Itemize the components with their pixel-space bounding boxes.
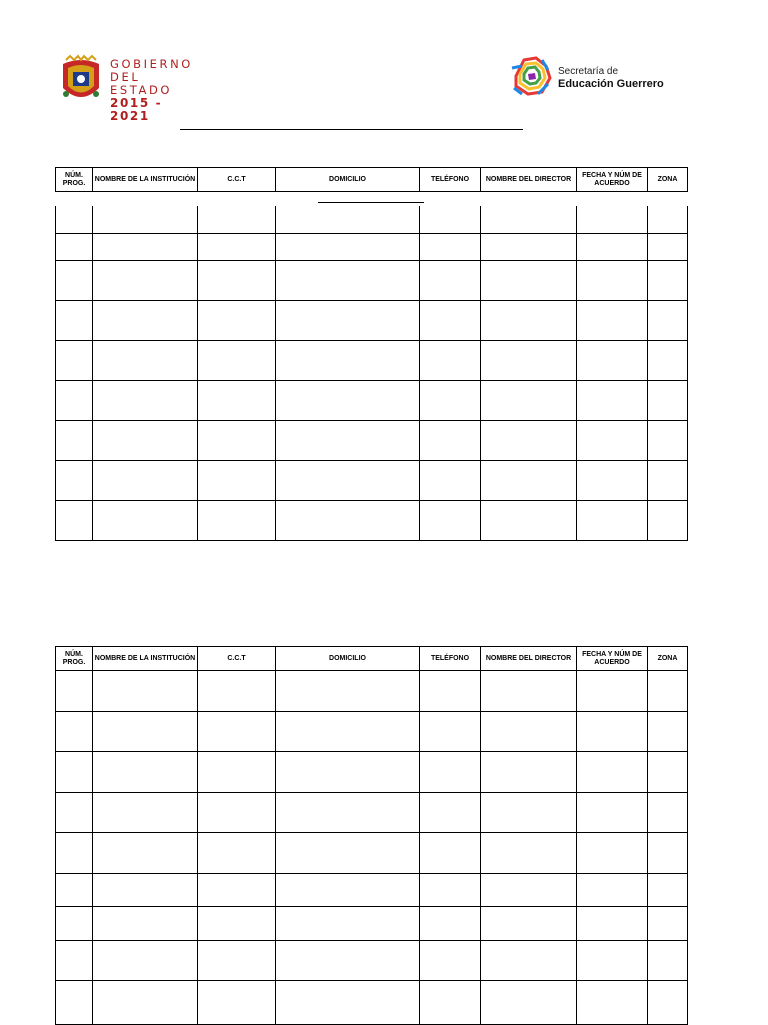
cell-domicilio (276, 420, 420, 460)
cell-institucion (93, 670, 198, 711)
cell-telefono (420, 873, 481, 906)
cell-institucion (93, 832, 198, 873)
cell-domicilio (276, 260, 420, 300)
table-row (56, 873, 688, 906)
cell-acuerdo (577, 751, 648, 792)
table-2-header (55, 646, 688, 671)
cell-zona (648, 711, 688, 751)
cell-domicilio (276, 206, 420, 233)
cell-num-prog (56, 670, 93, 711)
table-row (56, 751, 688, 792)
cell-telefono (420, 300, 481, 340)
cell-cct (198, 832, 276, 873)
table-1-header (55, 167, 688, 192)
cell-institucion (93, 260, 198, 300)
cell-director (481, 206, 577, 233)
cell-cct (198, 300, 276, 340)
col-header-domicilio: DOMICILIO (276, 647, 420, 671)
cell-telefono (420, 940, 481, 980)
cell-num-prog (56, 380, 93, 420)
cell-zona (648, 670, 688, 711)
col-header-num-prog: NÚM. PROG. (56, 168, 93, 192)
cell-institucion (93, 420, 198, 460)
cell-cct (198, 500, 276, 540)
table-row (56, 500, 688, 540)
seg-text (558, 66, 664, 90)
state-seal-icon (60, 54, 102, 106)
cell-telefono (420, 340, 481, 380)
cell-num-prog (56, 260, 93, 300)
cell-acuerdo (577, 873, 648, 906)
gobierno-text (110, 58, 198, 123)
cell-director (481, 832, 577, 873)
cell-num-prog (56, 340, 93, 380)
cell-num-prog (56, 420, 93, 460)
col-header-telefono: TELÉFONO (420, 647, 481, 671)
cell-cct (198, 906, 276, 940)
cell-num-prog (56, 711, 93, 751)
cell-institucion (93, 380, 198, 420)
table-2-body (55, 670, 688, 1025)
cell-telefono (420, 500, 481, 540)
cell-cct (198, 980, 276, 1024)
cell-zona (648, 873, 688, 906)
cell-domicilio (276, 233, 420, 260)
cell-zona (648, 420, 688, 460)
cell-cct (198, 380, 276, 420)
cell-telefono (420, 460, 481, 500)
col-header-telefono: TELÉFONO (420, 168, 481, 192)
cell-domicilio (276, 500, 420, 540)
cell-num-prog (56, 300, 93, 340)
cell-zona (648, 832, 688, 873)
table-row (56, 233, 688, 260)
cell-num-prog (56, 233, 93, 260)
cell-director (481, 340, 577, 380)
cell-acuerdo (577, 260, 648, 300)
cell-institucion (93, 300, 198, 340)
cell-acuerdo (577, 670, 648, 711)
gobierno-line-3: 2015 - 2021 (110, 96, 163, 123)
cell-director (481, 906, 577, 940)
table-row (56, 206, 688, 233)
col-header-director: NOMBRE DEL DIRECTOR (481, 647, 577, 671)
cell-director (481, 792, 577, 832)
cell-num-prog (56, 792, 93, 832)
cell-zona (648, 980, 688, 1024)
table-row (56, 340, 688, 380)
cell-zona (648, 460, 688, 500)
cell-telefono (420, 906, 481, 940)
cell-acuerdo (577, 300, 648, 340)
cell-institucion (93, 940, 198, 980)
cell-director (481, 873, 577, 906)
cell-acuerdo (577, 340, 648, 380)
cell-telefono (420, 751, 481, 792)
col-header-num-prog: NÚM. PROG. (56, 647, 93, 671)
cell-telefono (420, 711, 481, 751)
col-header-domicilio: DOMICILIO (276, 168, 420, 192)
table-row (56, 711, 688, 751)
col-header-cct: C.C.T (198, 168, 276, 192)
cell-domicilio (276, 670, 420, 711)
cell-num-prog (56, 906, 93, 940)
cell-acuerdo (577, 380, 648, 420)
cell-institucion (93, 980, 198, 1024)
cell-cct (198, 420, 276, 460)
gobierno-line-2: DEL ESTADO (110, 70, 173, 97)
cell-institucion (93, 233, 198, 260)
col-header-acuerdo: FECHA Y NÚM DE ACUERDO (577, 647, 648, 671)
cell-director (481, 233, 577, 260)
cell-zona (648, 300, 688, 340)
cell-num-prog (56, 873, 93, 906)
cell-telefono (420, 206, 481, 233)
col-header-director: NOMBRE DEL DIRECTOR (481, 168, 577, 192)
cell-institucion (93, 751, 198, 792)
seg-line-1: Secretaría de (558, 66, 619, 77)
cell-cct (198, 233, 276, 260)
table-row (56, 300, 688, 340)
cell-zona (648, 233, 688, 260)
col-header-zona: ZONA (648, 647, 688, 671)
cell-telefono (420, 980, 481, 1024)
cell-domicilio (276, 792, 420, 832)
cell-cct (198, 460, 276, 500)
cell-institucion (93, 206, 198, 233)
cell-zona (648, 340, 688, 380)
cell-acuerdo (577, 906, 648, 940)
cell-acuerdo (577, 980, 648, 1024)
table-row (56, 380, 688, 420)
table-1-body (55, 206, 688, 541)
cell-institucion (93, 340, 198, 380)
cell-acuerdo (577, 420, 648, 460)
cell-cct (198, 340, 276, 380)
cell-telefono (420, 260, 481, 300)
cell-acuerdo (577, 832, 648, 873)
cell-acuerdo (577, 460, 648, 500)
cell-zona (648, 751, 688, 792)
cell-director (481, 380, 577, 420)
cell-telefono (420, 670, 481, 711)
cell-cct (198, 260, 276, 300)
gobierno-logo (58, 54, 198, 123)
cell-director (481, 500, 577, 540)
cell-telefono (420, 792, 481, 832)
col-header-cct: C.C.T (198, 647, 276, 671)
cell-num-prog (56, 751, 93, 792)
cell-domicilio (276, 300, 420, 340)
cell-domicilio (276, 873, 420, 906)
cell-cct (198, 751, 276, 792)
cell-director (481, 300, 577, 340)
cell-director (481, 980, 577, 1024)
col-header-institucion: NOMBRE DE LA INSTITUCIÓN (93, 647, 198, 671)
col-header-zona: ZONA (648, 168, 688, 192)
col-header-acuerdo: FECHA Y NÚM DE ACUERDO (577, 168, 648, 192)
cell-director (481, 460, 577, 500)
cell-num-prog (56, 832, 93, 873)
cell-num-prog (56, 500, 93, 540)
cell-num-prog (56, 980, 93, 1024)
cell-domicilio (276, 832, 420, 873)
col-header-institucion: NOMBRE DE LA INSTITUCIÓN (93, 168, 198, 192)
cell-domicilio (276, 340, 420, 380)
seg-logo (508, 52, 678, 100)
cell-zona (648, 260, 688, 300)
cell-institucion (93, 873, 198, 906)
cell-telefono (420, 420, 481, 460)
gobierno-line-1: GOBIERNO (110, 57, 193, 71)
cell-zona (648, 500, 688, 540)
cell-institucion (93, 792, 198, 832)
table-row (56, 260, 688, 300)
table-row (56, 940, 688, 980)
cell-institucion (93, 500, 198, 540)
cell-institucion (93, 906, 198, 940)
cell-domicilio (276, 460, 420, 500)
cell-domicilio (276, 711, 420, 751)
table-row (56, 670, 688, 711)
cell-zona (648, 906, 688, 940)
cell-domicilio (276, 380, 420, 420)
table-row (56, 792, 688, 832)
cell-director (481, 751, 577, 792)
table-row (56, 460, 688, 500)
table-row (56, 420, 688, 460)
cell-director (481, 260, 577, 300)
cell-telefono (420, 380, 481, 420)
cell-zona (648, 940, 688, 980)
cell-institucion (93, 711, 198, 751)
cell-acuerdo (577, 206, 648, 233)
table-row (56, 832, 688, 873)
cell-institucion (93, 460, 198, 500)
cell-telefono (420, 832, 481, 873)
cell-num-prog (56, 206, 93, 233)
cell-director (481, 940, 577, 980)
cell-num-prog (56, 460, 93, 500)
cell-cct (198, 792, 276, 832)
cell-domicilio (276, 751, 420, 792)
cell-zona (648, 206, 688, 233)
cell-acuerdo (577, 940, 648, 980)
cell-cct (198, 670, 276, 711)
cell-director (481, 711, 577, 751)
cell-director (481, 420, 577, 460)
cell-domicilio (276, 980, 420, 1024)
cell-acuerdo (577, 500, 648, 540)
cell-domicilio (276, 940, 420, 980)
cell-zona (648, 380, 688, 420)
cell-cct (198, 873, 276, 906)
cell-domicilio (276, 906, 420, 940)
title-underline (180, 129, 523, 130)
cell-num-prog (56, 940, 93, 980)
cell-acuerdo (577, 711, 648, 751)
cell-acuerdo (577, 792, 648, 832)
table-row (56, 980, 688, 1024)
cell-director (481, 670, 577, 711)
cell-cct (198, 206, 276, 233)
cell-zona (648, 792, 688, 832)
seg-emblem-icon (508, 54, 554, 98)
cell-telefono (420, 233, 481, 260)
cell-cct (198, 940, 276, 980)
section-underline (318, 202, 424, 203)
seg-line-2: Educación Guerrero (558, 78, 664, 90)
cell-cct (198, 711, 276, 751)
cell-acuerdo (577, 233, 648, 260)
table-row (56, 906, 688, 940)
